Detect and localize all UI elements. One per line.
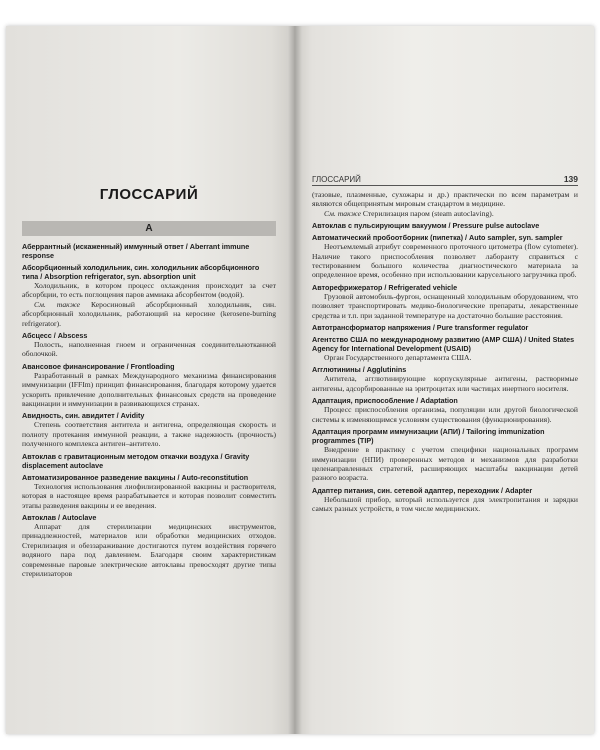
page-number: 139 — [563, 174, 578, 184]
entry-term: Автоклав с пульсирующим вакуумом / Pressure pulse autoclave — [312, 221, 540, 231]
entry-term: Автоклав / Autoclave — [22, 512, 97, 522]
glossary-entry — [312, 283, 578, 320]
book-gutter-shadow — [288, 26, 302, 734]
entry-term: Адаптация программ иммунизации (АПИ) / Tailoring immunization programmes (TIP) — [312, 427, 545, 446]
entry-term: Автоклав с гравитационным методом откачки воздуха / Gravity displacement autoclave — [22, 451, 250, 470]
entry-term: Адаптер питания, син. сетевой адаптер, переходник / Adapter — [312, 485, 533, 495]
entry-term: Адаптация, приспособление / Adaptation — [312, 396, 458, 406]
glossary-entry — [312, 396, 578, 424]
glossary-entry — [312, 365, 578, 393]
entry-description: Аппарат для стерилизации медицинских инструментов, принадлежностей, материалов или обработки медицинских отходов. Стерилизация и обеззараживание достигаются путем воздействия горячего водяного пара под давлением. Благодаря своим характеристикам современные паровые электрические автоклавы превосходят другие типы стерилизаторов — [22, 521, 276, 578]
glossary-entry — [22, 263, 276, 328]
entry-term: Автоматизированное разведение вакцины / Auto-reconstitution — [22, 472, 249, 482]
entry-description: Разработанный в рамках Международного механизма финансирования иммунизации (IFFIm) принцип финансирования, благодаря которому удается ускорить привлечение дополнительных финансовых средств на проведение вакцинации и иммунизации в развивающихся странах. — [22, 370, 276, 409]
right-page — [294, 26, 594, 734]
see-also-label: См. также — [324, 208, 361, 218]
left-page-content — [22, 186, 276, 581]
glossary-entry — [312, 323, 578, 332]
glossary-entry — [22, 473, 276, 510]
running-head-title: ГЛОССАРИЙ — [312, 175, 361, 184]
entry-description: Неотъемлемый атрибут современного проточного цитометра (flow cytometer). Наличие такого приспособления позволяет лаборанту справиться с тестированием большого количества диагностического материала за определенное время, особенно при использовании карусельного загрузчика проб. — [312, 242, 578, 280]
glossary-title: ГЛОССАРИЙ — [99, 186, 199, 203]
entry-term: Абсцесс / Abscess — [22, 331, 88, 341]
glossary-entry — [22, 411, 276, 448]
entry-continued-text: (тазовые, плазменные, сухожары и др.) практически по всем параметрам и являются общепринятым мировым стандартом в медицине. — [312, 190, 578, 209]
entry-term: Автоматический пробоотборник (пипетка) / Auto sampler, syn. sampler — [312, 233, 563, 243]
entry-description: Грузовой автомобиль-фургон, оснащенный холодильным оборудованием, что позволяет транспортировать медико-биологические препараты, лекарственные средства и т.п. при заданной температуре на достаточно большие расстояния. — [312, 291, 578, 320]
entry-description: Полость, наполненная гноем и ограниченная соединительнотканной оболочкой. — [22, 340, 276, 359]
entry-description: Степень соответствия антитела и антигена, определяющая скорость и полноту протекания иммунной реакции, а также надежность (прочность) полученного комплекса антиген–антитело. — [22, 420, 276, 449]
entry-term: Автотрансформатор напряжения / Pure transformer regulator — [312, 323, 529, 333]
glossary-entry — [312, 486, 578, 514]
glossary-entry — [312, 335, 578, 362]
glossary-entry — [22, 362, 276, 409]
see-also-text: Керосиновый абсорбционный холодильник, син. абсорбционный холодильник, работающий на керосине (kerosene-burning refrigerator). — [22, 299, 276, 328]
left-page — [6, 26, 294, 734]
glossary-entry — [312, 221, 578, 230]
entry-term: Авансовое финансирование / Frontloading — [22, 361, 175, 371]
entry-description: Технология использования лиофилизированной вакцины и растворителя, которая в настоящее время разрабатывается и которая позволит совместить этапы разведения вакцины и ее введения. — [22, 481, 276, 510]
glossary-entry — [312, 233, 578, 280]
entry-term: Аберрантный (искаженный) иммунный ответ / Aberrant immune response — [22, 242, 250, 260]
entry-term: Абсорбционный холодильник, син. холодильник абсорбционного типа / Absorption refrigerator, syn. absorption unit — [22, 263, 260, 281]
entry-see-also — [22, 300, 276, 328]
book-spread — [6, 26, 594, 734]
entry-description: Антитела, агглютинирующие корпускулярные антигены, растворимые антигены, адсорбированные на эритроцитах или частицах инертного носителя. — [312, 374, 578, 393]
right-page-content — [312, 174, 578, 517]
entry-term: Агентство США по международному развитию (АМР США) / United States Agency for International Development (USAID) — [312, 335, 575, 354]
glossary-entry — [22, 452, 276, 470]
running-header — [312, 174, 578, 186]
letter-section-header: А — [22, 221, 276, 236]
entry-description: Холодильник, в котором процесс охлаждения происходит за счет абсорбции, то есть поглощения паров аммиака абсорбентом (водой). — [22, 281, 276, 300]
entry-description: Внедрение в практику с учетом специфики национальных программ иммунизации (НПИ) проверенных методов и механизмов для разработки целенаправленных стратегий, расширяющих масштабы вакцинации детей разного возраста. — [312, 445, 578, 483]
glossary-entry — [312, 427, 578, 483]
entry-term: Агглютинины / Agglutinins — [312, 365, 407, 375]
entry-see-also — [312, 209, 578, 218]
entry-term: Авторефрижератор / Refrigerated vehicle — [312, 282, 458, 292]
glossary-entry — [22, 331, 276, 359]
glossary-entry — [22, 242, 276, 260]
entry-description: Небольшой прибор, который используется для электропитания и зарядки самых разных устройств, в том числе медицинских. — [312, 494, 578, 514]
entry-term: Авидность, син. авидитет / Avidity — [22, 411, 145, 421]
entry-description: Процесс приспособления организма, популяции или другой биологической системы к изменяющимся условиям существования (функционирования). — [312, 405, 578, 424]
see-also-label: См. также — [34, 299, 81, 309]
entry-description: Орган Государственного департамента США. — [324, 353, 472, 363]
glossary-entry — [22, 513, 276, 578]
glossary-entry-continuation — [312, 190, 578, 218]
see-also-text: Стерилизация паром (steam autoclaving). — [362, 208, 494, 218]
